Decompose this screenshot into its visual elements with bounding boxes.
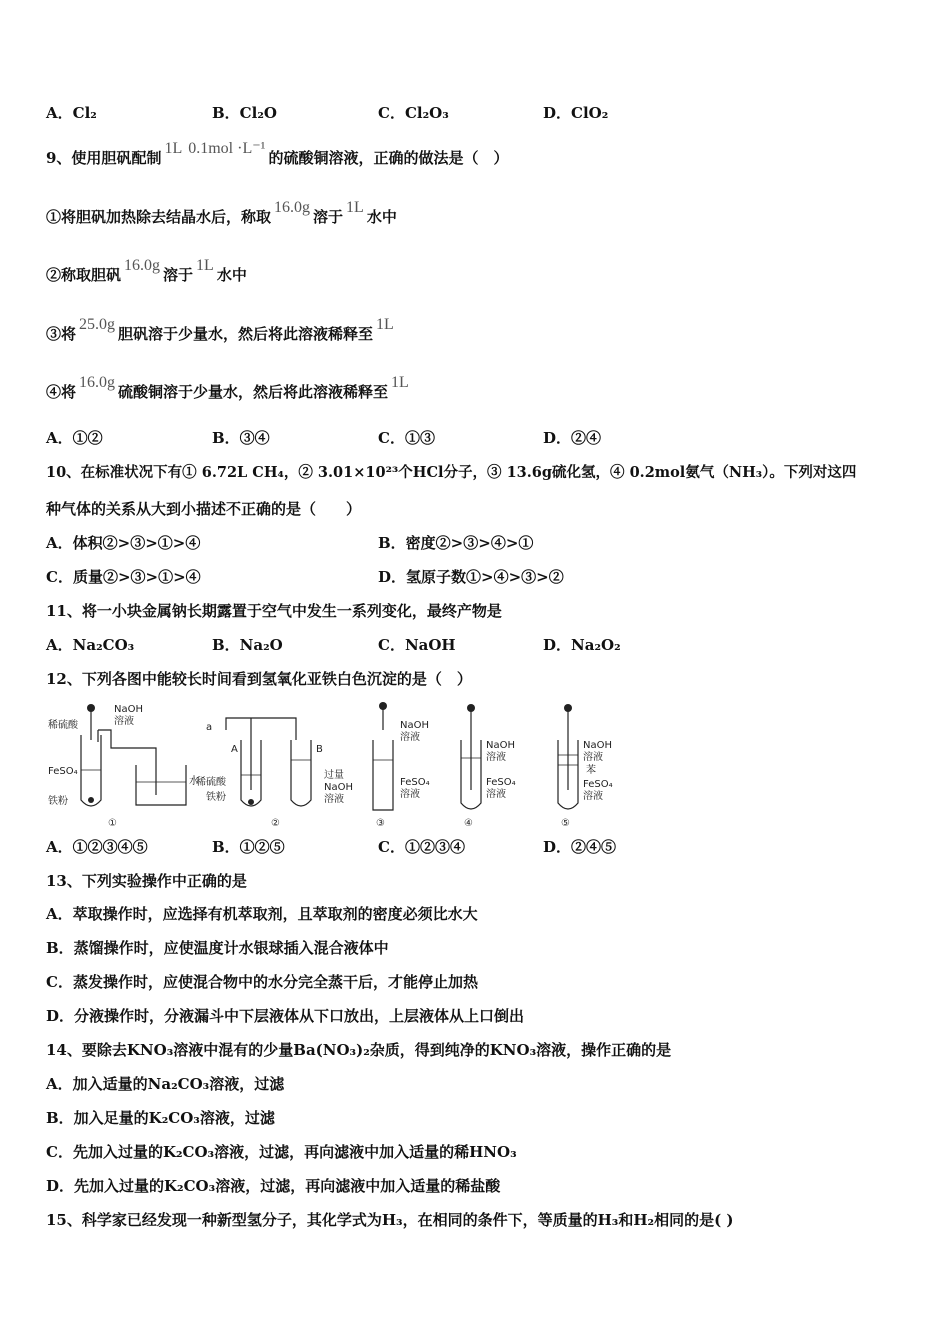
f3-test-tube	[373, 740, 393, 810]
f1-naoh-sol-label: 溶液	[114, 716, 134, 727]
f1-fe-label: 铁粉	[48, 796, 68, 807]
f2-a-label: a	[206, 722, 213, 733]
f1-beaker	[136, 765, 186, 805]
f2-A-label: A	[231, 744, 238, 755]
q9-statement-2: ②称取胆矾16.0g溶于1L水中	[46, 257, 247, 284]
f5-sol-label: 溶液	[583, 791, 603, 802]
f1-naoh-label: NaOH	[114, 704, 143, 715]
q11-stem: 11、将一小块金属钠长期露置于空气中发生一系列变化，最终产物是	[46, 602, 502, 620]
q8-option-b: B．Cl₂O	[212, 104, 277, 122]
f5-feso4-label: FeSO₄	[583, 779, 613, 790]
q9-option-d: D．②④	[543, 429, 602, 447]
f2-B-label: B	[316, 744, 323, 755]
f5-naoh-sol-label: 溶液	[583, 752, 603, 763]
q12-stem: 12、下列各图中能较长时间看到氢氧化亚铁白色沉淀的是（ ）	[46, 670, 472, 688]
q9-option-b: B．③④	[212, 429, 270, 447]
q10-option-c: C．质量②>③>①>④	[46, 568, 201, 586]
f2-tube-b	[291, 740, 311, 806]
q11-option-a: A．Na₂CO₃	[46, 636, 135, 654]
q13-stem: 13、下列实验操作中正确的是	[46, 872, 247, 890]
q8-option-c: C．Cl₂O₃	[378, 104, 449, 122]
f4-naoh-sol-label: 溶液	[486, 752, 506, 763]
q13-option-b: B．蒸馏操作时，应使温度计水银球插入混合液体中	[46, 939, 389, 957]
f1-feso4-label: FeSO₄	[48, 766, 78, 777]
q14-option-c: C．先加入过量的K₂CO₃溶液，过滤，再向滤液中加入适量的稀HNO₃	[46, 1143, 517, 1161]
f2-naoh-sol-label: 溶液	[324, 794, 344, 805]
q10-option-d: D．氢原子数①>④>③>②	[378, 568, 564, 586]
q10-option-a: A．体积②>③>①>④	[46, 534, 201, 552]
f4-number: ④	[464, 818, 473, 829]
f3-number: ③	[376, 818, 385, 829]
q11-option-c: C．NaOH	[378, 636, 456, 654]
q14-option-d: D．先加入过量的K₂CO₃溶液，过滤，再向滤液中加入适量的稀盐酸	[46, 1177, 501, 1195]
f2-excess-label: 过量	[324, 770, 344, 781]
f4-feso4-label: FeSO₄	[486, 777, 516, 788]
f5-benzene-label: 苯	[586, 765, 596, 776]
q12-apparatus-figure	[46, 700, 626, 830]
f4-naoh-label: NaOH	[486, 740, 515, 751]
q9-option-a: A．①②	[46, 429, 103, 447]
q12-option-a: A．①②③④⑤	[46, 838, 148, 856]
q9-statement-3: ③将25.0g胆矾溶于少量水，然后将此溶液稀释至1L	[46, 316, 394, 343]
q9-statement-1: ①将胆矾加热除去结晶水后，称取16.0g溶于1L水中	[46, 199, 397, 226]
f5-naoh-label: NaOH	[583, 740, 612, 751]
q14-stem: 14、要除去KNO₃溶液中混有的少量Ba(NO₃)₂杂质，得到纯净的KNO₃溶液，操作正确的是	[46, 1041, 672, 1059]
q11-option-b: B．Na₂O	[212, 636, 283, 654]
f2-fe-label: 铁粉	[206, 792, 226, 803]
q10-option-b: B．密度②>③>④>①	[378, 534, 534, 552]
q10-stem-2: 种气体的关系从大到小描述不正确的是（ ）	[46, 500, 362, 518]
f3-naoh-label: NaOH	[400, 720, 429, 731]
f2-number: ②	[271, 818, 280, 829]
f1-number: ①	[108, 818, 117, 829]
q9-statement-4: ④将16.0g硫酸铜溶于少量水，然后将此溶液稀释至1L	[46, 374, 409, 401]
f1-acid-label: 稀硫酸	[48, 720, 78, 731]
q8-option-d: D．ClO₂	[543, 104, 609, 122]
q15-stem: 15、科学家已经发现一种新型氢分子，其化学式为H₃，在相同的条件下，等质量的H₃和H₂相同的是( )	[46, 1211, 734, 1229]
f1-delivery-tube	[98, 730, 156, 795]
f3-feso4-label: FeSO₄	[400, 777, 430, 788]
q11-option-d: D．Na₂O₂	[543, 636, 621, 654]
f2-connect-tube	[226, 718, 296, 740]
f3-sol-label: 溶液	[400, 789, 420, 800]
q14-option-a: A．加入适量的Na₂CO₃溶液，过滤	[46, 1075, 285, 1093]
f4-sol-label: 溶液	[486, 789, 506, 800]
q12-option-d: D．②④⑤	[543, 838, 617, 856]
q13-option-a: A．萃取操作时，应选择有机萃取剂，且萃取剂的密度必须比水大	[46, 905, 478, 923]
f1-water-label: 水	[189, 776, 199, 787]
q9-option-c: C．①③	[378, 429, 435, 447]
f2-naoh-label: NaOH	[324, 782, 353, 793]
f2-acid-label: 稀硫酸	[196, 777, 226, 788]
q10-stem-1: 10、在标准状况下有① 6.72L CH₄，② 3.01×10²³个HCl分子，③ 13.6g硫化氢，④ 0.2mol氨气（NH₃）。下列对这四	[46, 464, 857, 481]
q9-stem: 9、使用胆矾配制1L 0.1mol ·L⁻¹的硫酸铜溶液，正确的做法是（ ）	[46, 140, 509, 167]
q13-option-d: D．分液操作时，分液漏斗中下层液体从下口放出，上层液体从上口倒出	[46, 1007, 525, 1025]
q12-option-c: C．①②③④	[378, 838, 465, 856]
q13-option-c: C．蒸发操作时，应使混合物中的水分完全蒸干后，才能停止加热	[46, 973, 478, 991]
q8-option-a: A．Cl₂	[46, 104, 97, 122]
f5-number: ⑤	[561, 818, 570, 829]
q12-option-b: B．①②⑤	[212, 838, 285, 856]
q14-option-b: B．加入足量的K₂CO₃溶液，过滤	[46, 1109, 275, 1127]
f1-test-tube	[81, 735, 101, 806]
f3-naoh-sol-label: 溶液	[400, 732, 420, 743]
